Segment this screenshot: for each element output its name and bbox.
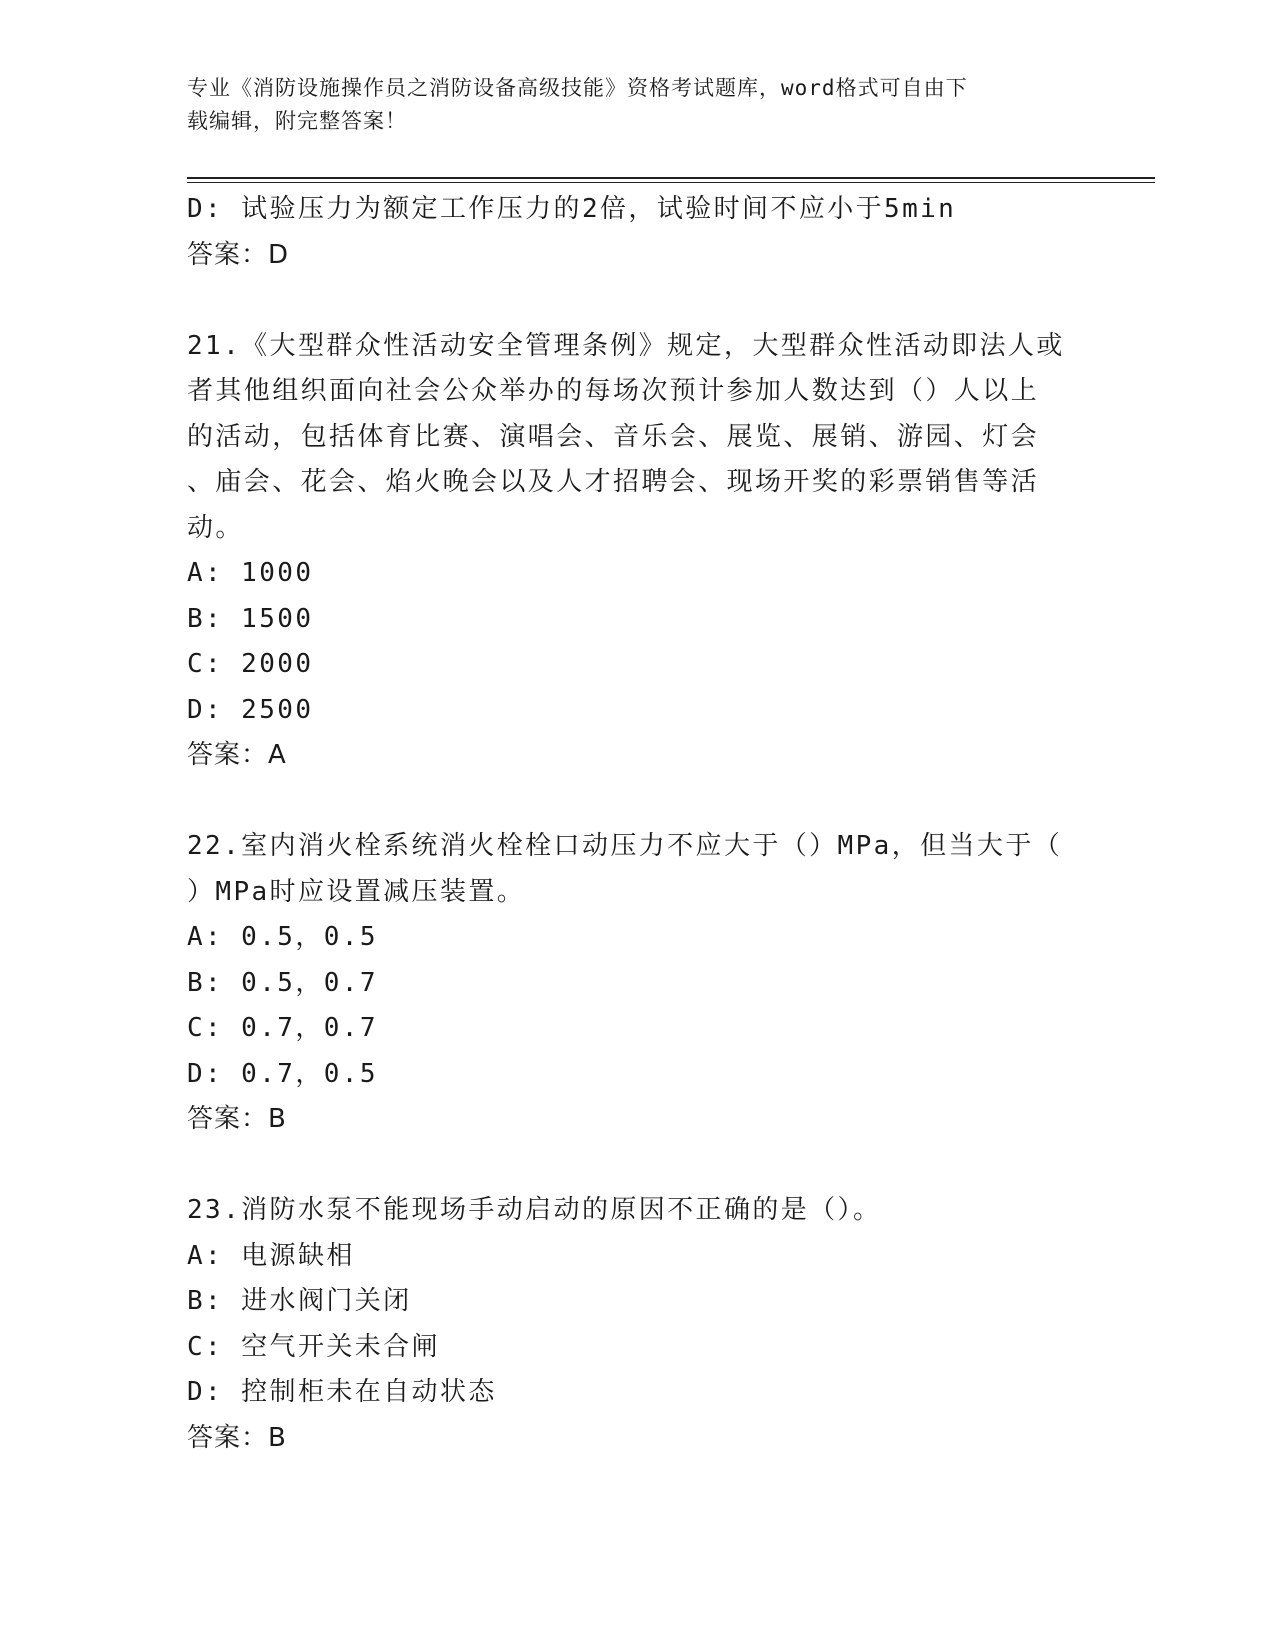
- question-content: [187, 187, 1087, 1461]
- question-22-text-line: 22.室内消火栓系统消火栓栓口动压力不应大于（）MPa，但当大于（: [187, 831, 1063, 861]
- question-22-option-b: B: 0.5，0.7: [187, 967, 378, 998]
- spacer: [187, 779, 1087, 825]
- question-21-text-line: 者其他组织面向社会公众举办的每场次预计参加人数达到（）人以上: [187, 376, 1040, 406]
- header-divider-thick: [187, 177, 1155, 179]
- question-23: [187, 1188, 1087, 1461]
- question-21-option-b: B: 1500: [187, 603, 314, 634]
- header-divider-thin: [187, 182, 1155, 183]
- question-23-option-b: B: 进水阀门关闭: [187, 1286, 412, 1316]
- question-21-option-c: C: 2000: [187, 649, 314, 679]
- question-22-option-d: D: 0.7，0.5: [187, 1058, 378, 1089]
- question-21-option-d: D: 2500: [187, 694, 314, 725]
- question-22-option-c: C: 0.7，0.7: [187, 1013, 378, 1043]
- spacer: [187, 278, 1087, 324]
- spacer: [187, 1143, 1087, 1189]
- question-23-option-d: D: 控制柜未在自动状态: [187, 1377, 497, 1407]
- question-22-option-a: A: 0.5，0.5: [187, 922, 378, 952]
- header-line-2: 载编辑，附完整答案！: [187, 109, 407, 133]
- question-22-answer: 答案：B: [187, 1104, 287, 1134]
- prev-question-answer: 答案：D: [187, 239, 290, 270]
- question-22-text-line: ）MPa时应设置减压装置。: [187, 876, 526, 907]
- document-header: [187, 72, 1067, 138]
- question-21: [187, 324, 1087, 779]
- header-line-1: 专业《消防设施操作员之消防设备高级技能》资格考试题库，word格式可自由下: [187, 76, 968, 100]
- question-21-option-a: A: 1000: [187, 558, 314, 588]
- prev-question-option-d: D: 试验压力为额定工作压力的2倍，试验时间不应小于5min: [187, 194, 957, 224]
- question-23-option-c: C: 空气开关未合闸: [187, 1331, 440, 1362]
- question-23-option-a: A: 电源缺相: [187, 1240, 355, 1271]
- question-22: [187, 824, 1087, 1143]
- question-23-text-line: 23.消防水泵不能现场手动启动的原因不正确的是（）。: [187, 1195, 882, 1225]
- question-21-text-line: 21.《大型群众性活动安全管理条例》规定，大型群众性活动即法人或: [187, 330, 1065, 361]
- question-21-text-line: 的活动，包括体育比赛、演唱会、音乐会、展览、展销、游园、灯会: [187, 421, 1040, 452]
- question-23-answer: 答案：B: [187, 1422, 287, 1453]
- question-21-text-line: 、庙会、花会、焰火晚会以及人才招聘会、现场开奖的彩票销售等活: [187, 467, 1040, 497]
- question-21-answer: 答案：A: [187, 740, 287, 770]
- question-21-text-line: 动。: [187, 512, 244, 543]
